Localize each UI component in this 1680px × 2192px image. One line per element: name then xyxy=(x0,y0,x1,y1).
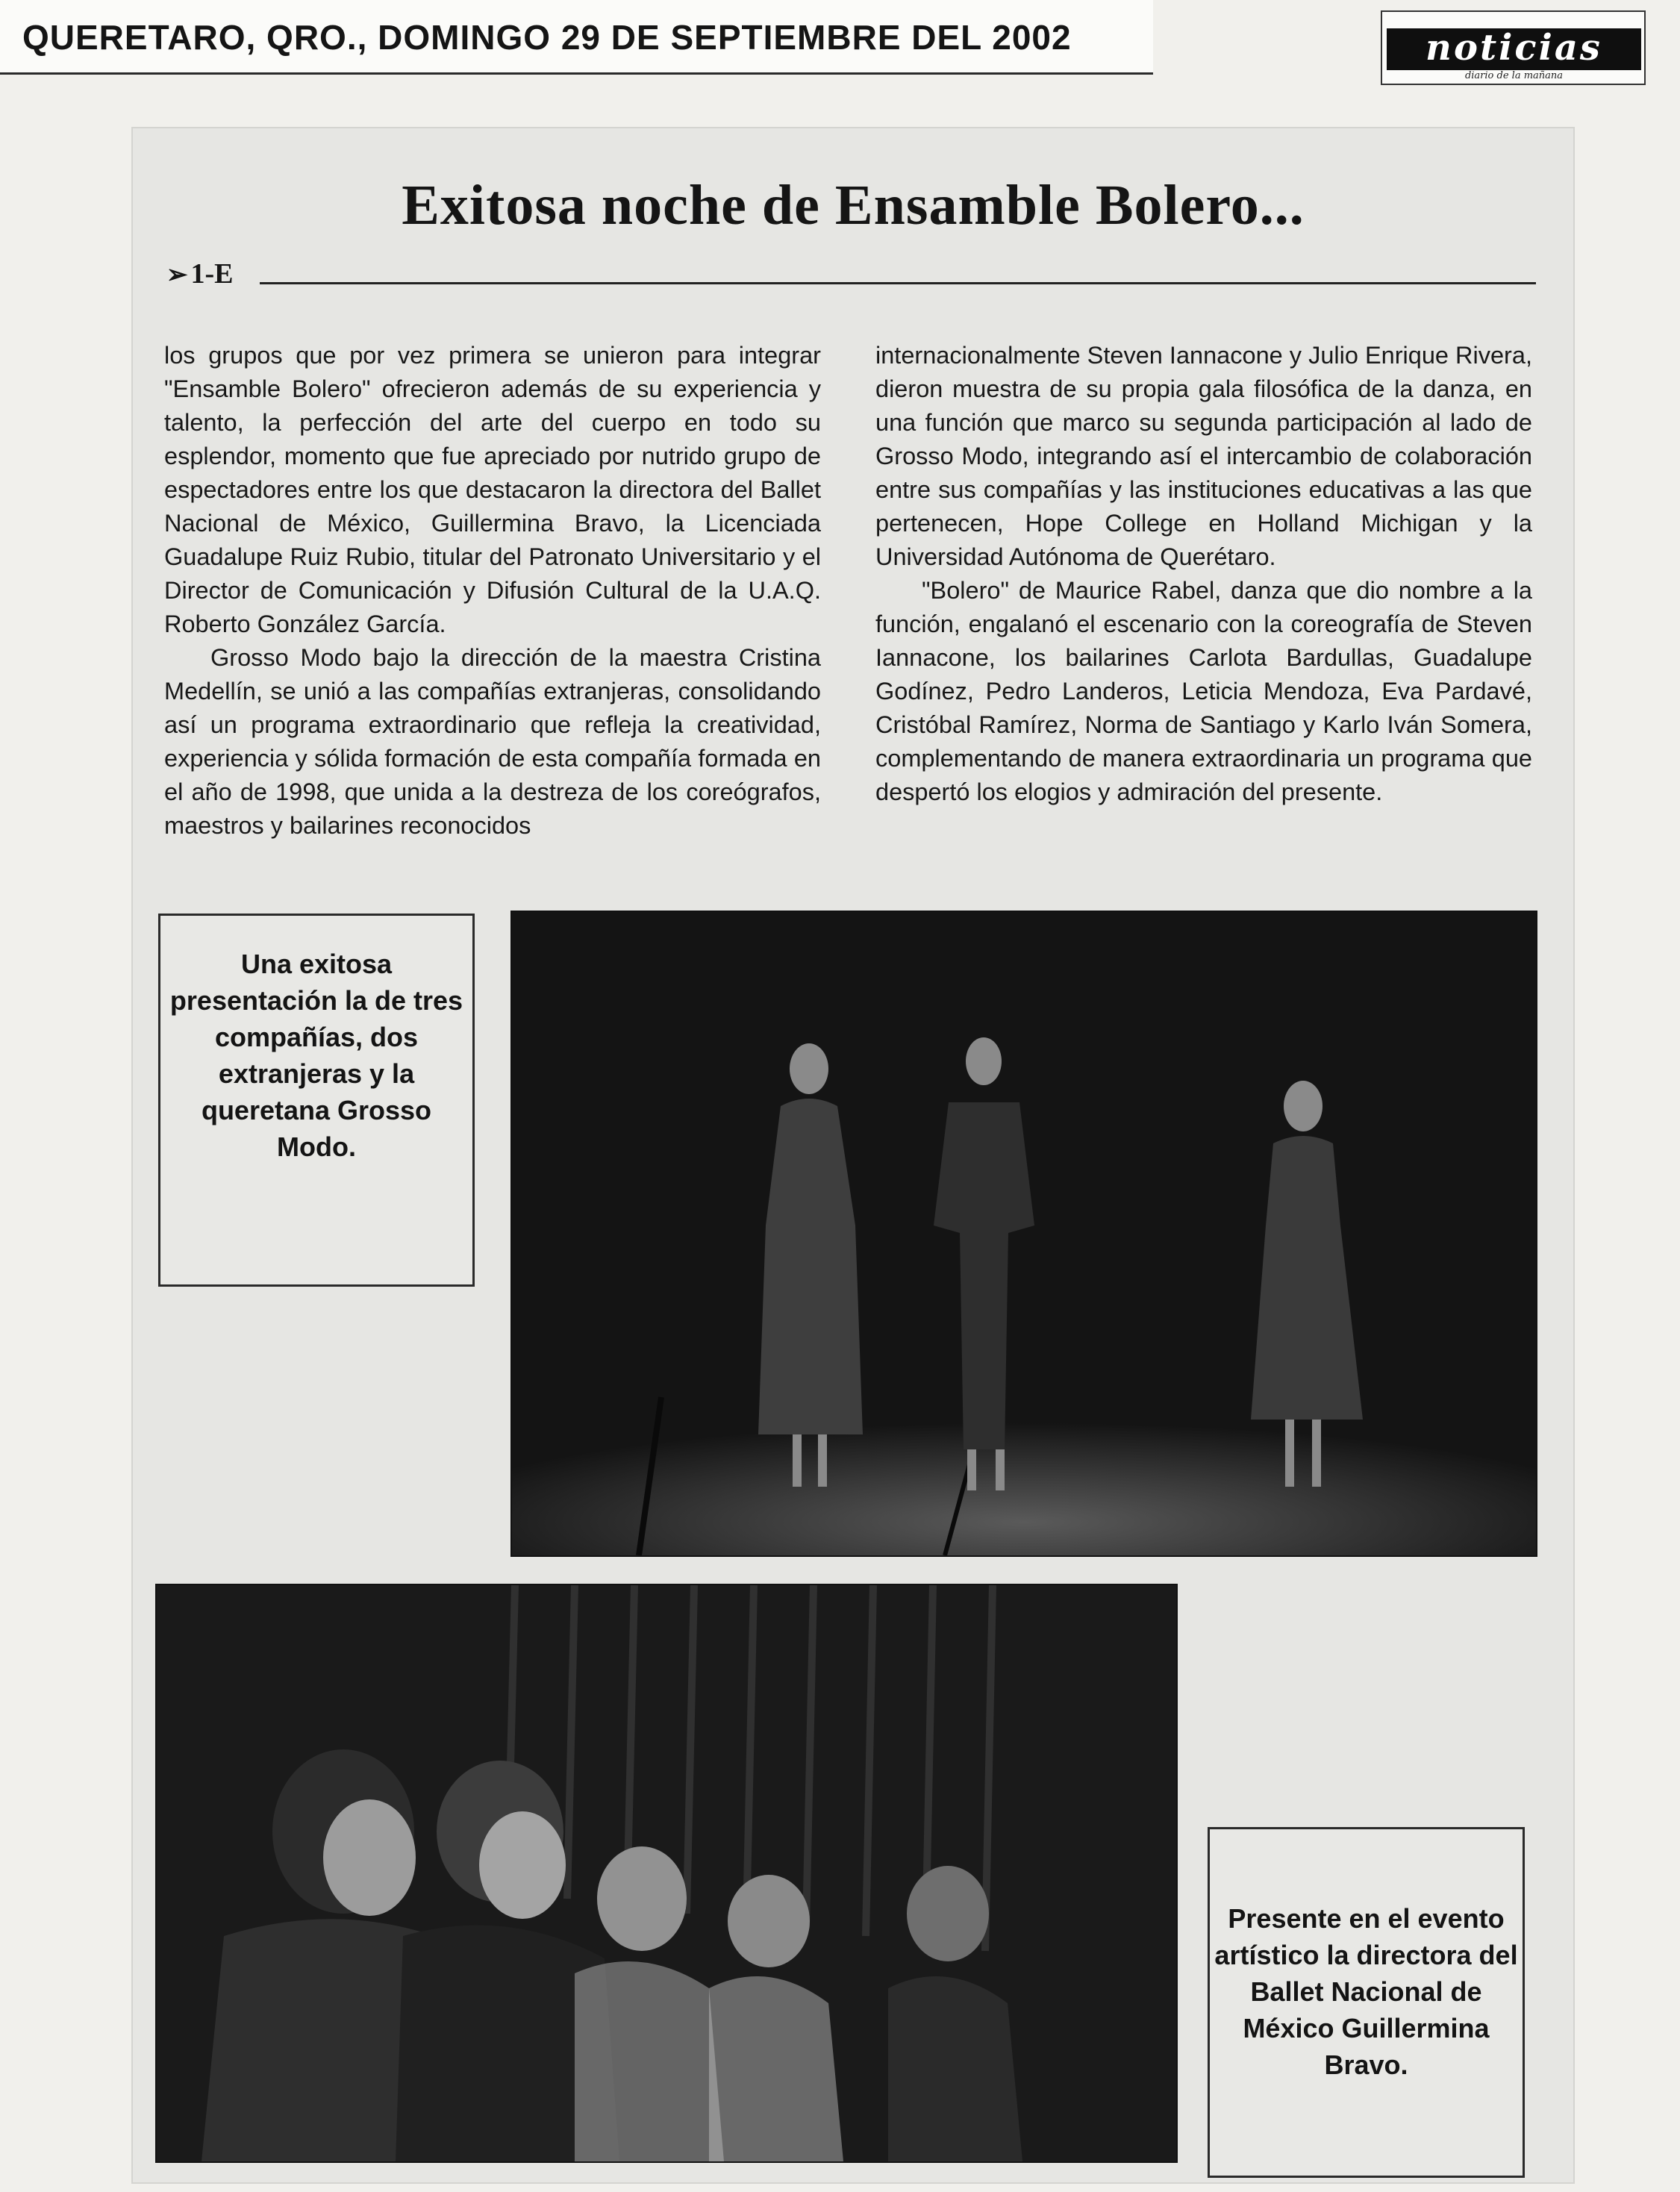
headline: Exitosa noche de Ensamble Bolero... xyxy=(402,174,1305,237)
article-clipping xyxy=(133,128,1573,2182)
callout-top-text: Una exitosa presentación la de tres compañías, dos extranjeras y la queretana Grosso Modo. xyxy=(169,949,463,1162)
stage-photo xyxy=(510,911,1537,1557)
right-paragraph-2: "Bolero" de Maurice Rabel, danza que dio nombre a la función, engalanó el escenario con la coreografía de Steven Iannacone, los bailarines Carlota Bardullas, Guadalupe Godínez, Pedro Landeros, Leticia Mendoza, Eva Pardavé, Cristóbal Ramírez, Norma de Santiago y Karlo Iván Somera, complementando de manera extraordinaria un programa que despertó los elogios y admiración del presente. xyxy=(875,577,1532,805)
callout-bottom xyxy=(1208,1827,1525,2178)
header-rule xyxy=(260,282,1536,284)
logo-wordmark: noticias xyxy=(1387,28,1641,70)
left-column xyxy=(164,339,821,843)
right-column xyxy=(875,339,1532,809)
right-paragraph-1: internacionalmente Steven Iannacone y Julio Enrique Rivera, dieron muestra de su propia gala filosófica de la danza, en una función que marco su segunda participación al lado de Grosso Modo, integrando así el intercambio de colaboración entre sus compañías y las instituciones educativas a las que pertenecen, Hope College en Holland Michigan y la Universidad Autónoma de Querétaro. xyxy=(875,342,1532,570)
newspaper-logo xyxy=(1381,10,1646,85)
left-paragraph-1: los grupos que por vez primera se unieron para integrar "Ensamble Bolero" ofrecieron además de su experiencia y talento, la perfección del arte del cuerpo en todo su esplendor, momento que fue apreciado por nutrido grupo de espectadores entre los que destacaron la directora del Ballet Nacional de México, Guillermina Bravo, la Licenciada Guadalupe Ruiz Rubio, titular del Patronato Universitario y el Director de Comunicación y Difusión Cultural de la U.A.Q. Roberto González García. xyxy=(164,342,821,637)
logo-tagline: diario de la mañana xyxy=(1464,70,1564,81)
callout-bottom-text: Presente en el evento artístico la directora del Ballet Nacional de México Guillermina Bravo. xyxy=(1214,1902,1518,2080)
dateline: QUERETARO, QRO., DOMINGO 29 DE SEPTIEMBRE DEL 2002 xyxy=(0,0,1153,75)
page-marker xyxy=(166,257,234,290)
left-paragraph-2: Grosso Modo bajo la dirección de la maestra Cristina Medellín, se unió a las compañías extranjeras, consolidando así un programa extraordinario que refleja la creatividad, experiencia y sólida formación de esta compañía formada en el año de 1998, que unida a la destreza de los coreógrafos, maestros y bailarines reconocidos xyxy=(164,644,821,839)
audience-photo xyxy=(155,1584,1178,2163)
page-marker-label: 1-E xyxy=(190,258,234,290)
callout-top xyxy=(158,914,475,1287)
arrow-right-icon: ➢ xyxy=(166,261,188,289)
